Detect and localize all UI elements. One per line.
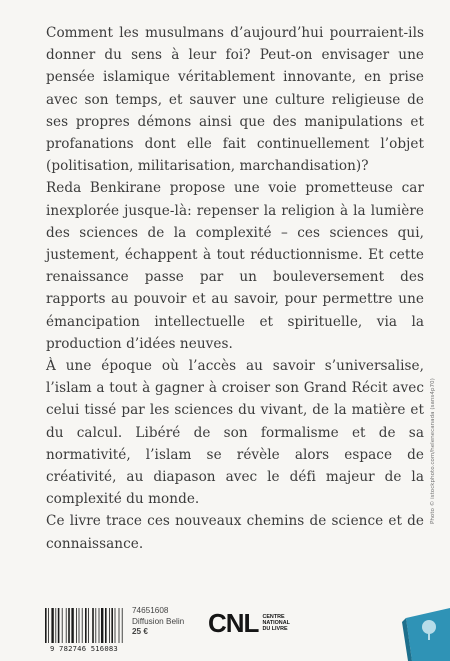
paragraph-3: À une époque où l’accès au savoir s’universalise, l’islam a tout à gagner à croiser son Grand Récit avec celui tissé par les sciences du vivant, de la matière et du calcul. Libéré de son formalisme et de sa normativité, l’islam se révèle alors espace de créativité, au diapason avec le défi majeur de la complexité du monde.	[46, 358, 424, 508]
barcode-bar	[85, 608, 87, 643]
barcode-bar	[122, 608, 123, 643]
barcode-bar	[62, 608, 63, 643]
barcode-bar	[66, 608, 67, 643]
barcode-bar	[45, 608, 47, 643]
barcode-bar	[105, 608, 107, 643]
distributor: Diffusion Belin	[132, 616, 185, 626]
barcode-bar	[55, 608, 56, 643]
paragraph-4: Ce livre trace ces nouveaux chemins de science et de connaissance.	[46, 513, 424, 552]
barcode-bar	[92, 608, 94, 643]
barcode-bar	[79, 608, 80, 643]
barcode-bar	[109, 608, 110, 643]
cnl-logo	[208, 610, 290, 636]
barcode-bar	[101, 608, 103, 643]
photo-credit: Photo © istockphoto.com/helenecanada (sans4p70)	[430, 378, 436, 524]
cnl-logo-mark: CNL	[208, 608, 259, 638]
item-code: 74651608	[132, 606, 169, 615]
barcode-bar	[68, 608, 70, 643]
barcode-bar	[48, 608, 49, 643]
paragraph-1: Comment les musulmans d’aujourd’hui pourraient-ils donner du sens à leur foi? Peut-on envisager une pensée islamique véritablement innovante, en prise avec son temps, et sauver une culture religieuse de ses propres démons ainsi que des manipulations et profanations dont elle fait continuellement l’objet (politisation, militarisation, marchandisation)?	[46, 25, 424, 175]
back-cover-text	[46, 22, 424, 555]
barcode-bar	[51, 608, 53, 643]
publisher-logo-icon	[400, 608, 450, 661]
barcode-bar	[115, 608, 116, 643]
barcode-bar	[88, 608, 89, 643]
barcode-bar	[82, 608, 83, 643]
price: 25 €	[132, 627, 148, 636]
barcode-bar	[58, 608, 60, 643]
barcode-bar	[111, 608, 113, 643]
publication-info	[132, 606, 184, 638]
barcode-bar	[76, 608, 77, 643]
isbn-barcode	[45, 608, 125, 643]
barcode-bar	[71, 608, 73, 643]
barcode-bar	[95, 608, 96, 643]
cnl-logo-caption: CENTRE NATIONAL DU LIVRE	[262, 614, 290, 632]
paragraph-2: Reda Benkirane propose une voie prometteuse car inexplorée jusque-là: repenser la religion à la lumière des sciences de la complexité – ces sciences qui, justement, échappent à tout réductionnisme. Et cette renaissance passe par un bouleversement des rapports au pouvoir et au savoir, pour permettre une émancipation intellectuelle et spirituelle, via la production d’idées neuves.	[46, 180, 424, 352]
barcode-bar	[119, 608, 120, 643]
barcode-bar	[99, 608, 100, 643]
barcode-number: 9 782746 516083	[50, 644, 118, 653]
